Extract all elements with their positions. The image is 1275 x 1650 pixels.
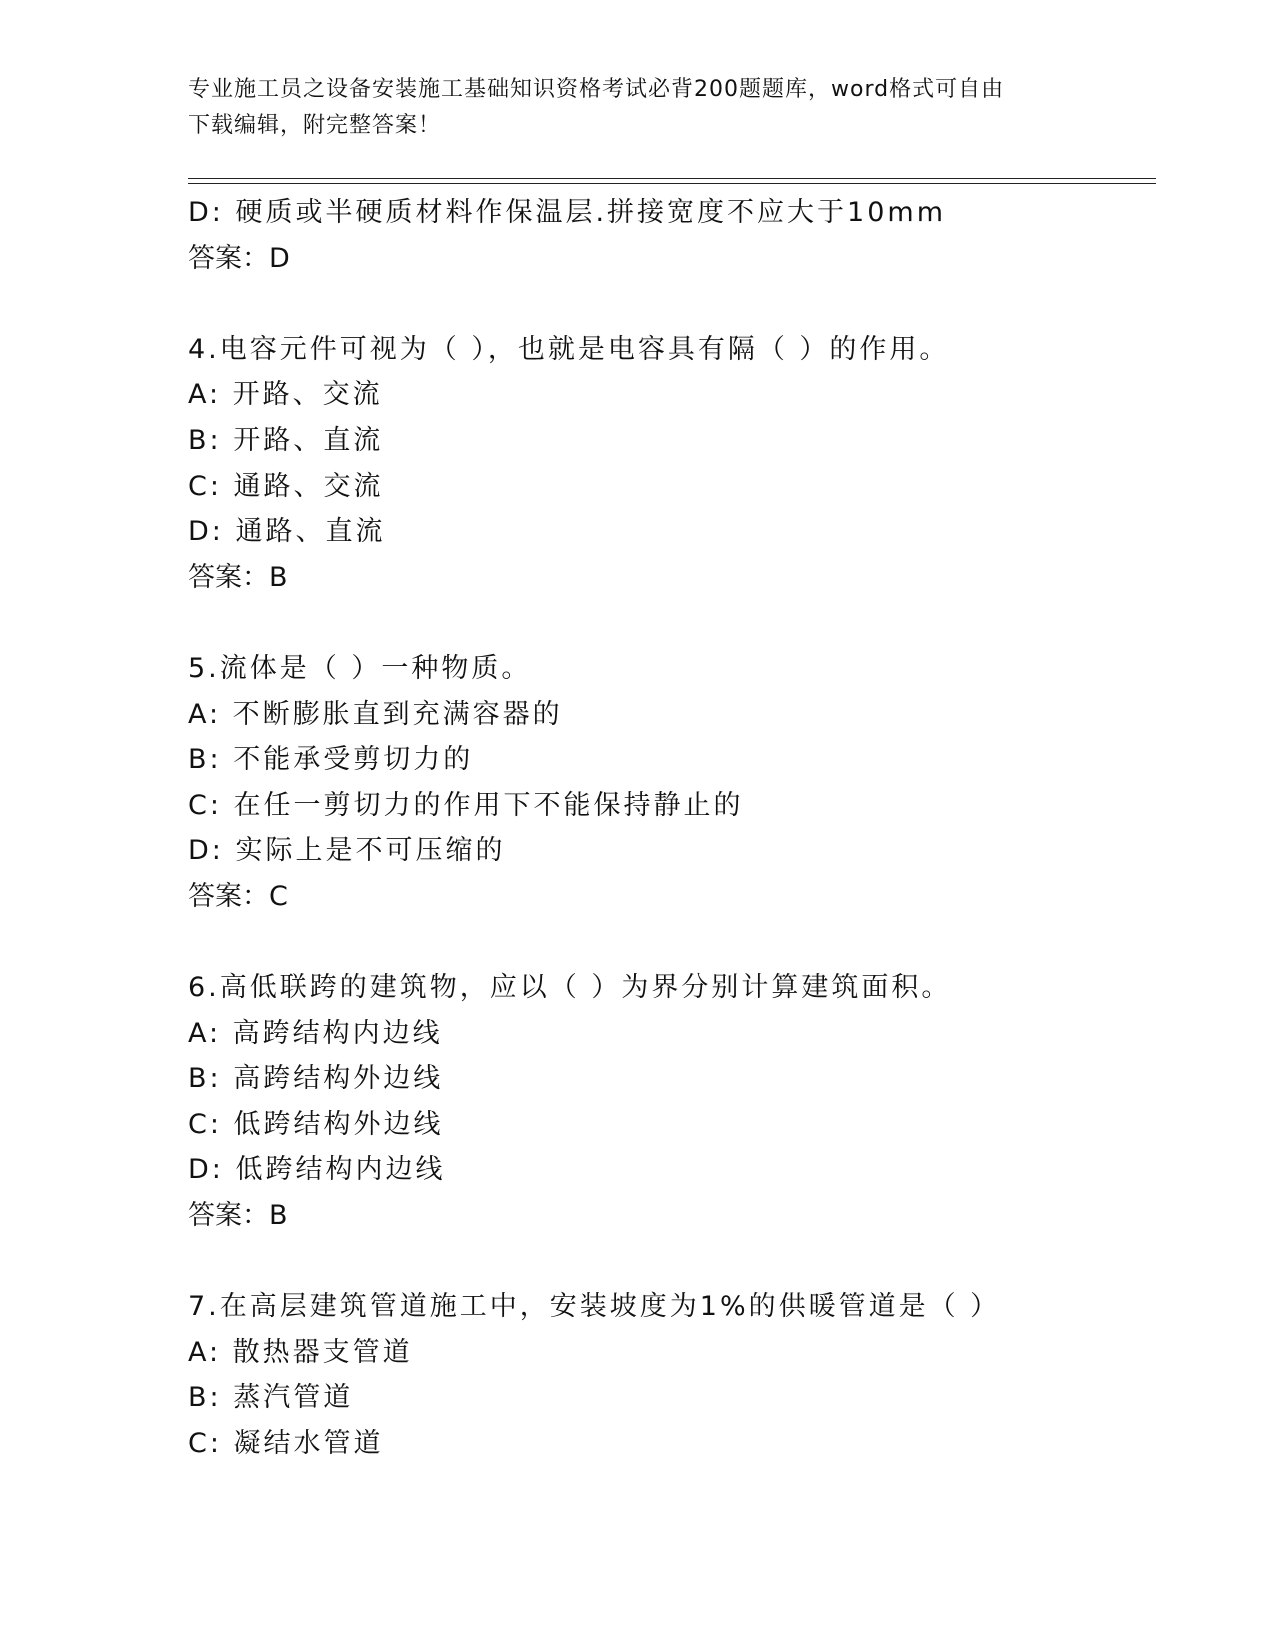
question-3-tail xyxy=(188,190,1156,281)
option-a: A: 高跨结构内边线 xyxy=(188,1017,443,1049)
question-stem: 4.电容元件可视为（ ），也就是电容具有隔（ ）的作用。 xyxy=(188,333,950,365)
header-line-1: 专业施工员之设备安装施工基础知识资格考试必背200题题库，word格式可自由 xyxy=(188,77,1005,102)
option-d: D: 实际上是不可压缩的 xyxy=(188,835,506,867)
option-c: C: 低跨结构外边线 xyxy=(188,1108,444,1140)
answer-line: 答案：B xyxy=(188,1200,288,1232)
option-a: A: 不断膨胀直到充满容器的 xyxy=(188,698,563,730)
option-b: B: 开路、直流 xyxy=(188,424,384,456)
option-c: C: 通路、交流 xyxy=(188,470,384,502)
option-d: D: 通路、直流 xyxy=(188,516,386,548)
question-list xyxy=(188,190,1156,1467)
question-stem: 5.流体是（ ）一种物质。 xyxy=(188,652,532,684)
option-a: A: 开路、交流 xyxy=(188,379,383,411)
option-b: B: 高跨结构外边线 xyxy=(188,1063,444,1095)
spacer xyxy=(188,920,1156,966)
answer-line: 答案：D xyxy=(188,242,290,274)
question-7 xyxy=(188,1284,1156,1466)
question-4 xyxy=(188,327,1156,601)
document-header xyxy=(188,72,1068,144)
option-c: C: 在任一剪切力的作用下不能保持静止的 xyxy=(188,789,744,821)
header-divider-top xyxy=(188,178,1156,179)
option-d: D: 硬质或半硬质材料作保温层.拼接宽度不应大于10mm xyxy=(188,197,947,228)
answer-line: 答案：B xyxy=(188,561,288,593)
spacer xyxy=(188,1239,1156,1285)
question-stem: 7.在高层建筑管道施工中，安装坡度为1%的供暖管道是（ ） xyxy=(188,1291,1001,1323)
option-b: B: 不能承受剪切力的 xyxy=(188,744,474,776)
answer-line: 答案：C xyxy=(188,880,288,912)
header-divider-bottom xyxy=(188,183,1156,184)
question-6 xyxy=(188,965,1156,1239)
spacer xyxy=(188,281,1156,327)
option-d: D: 低跨结构内边线 xyxy=(188,1154,446,1186)
option-b: B: 蒸汽管道 xyxy=(188,1382,354,1414)
question-stem: 6.高低联跨的建筑物，应以（ ）为界分别计算建筑面积。 xyxy=(188,972,952,1004)
option-c: C: 凝结水管道 xyxy=(188,1428,384,1460)
option-a: A: 散热器支管道 xyxy=(188,1336,413,1368)
question-5 xyxy=(188,646,1156,920)
spacer xyxy=(188,600,1156,646)
header-line-2: 下载编辑，附完整答案！ xyxy=(188,113,442,138)
